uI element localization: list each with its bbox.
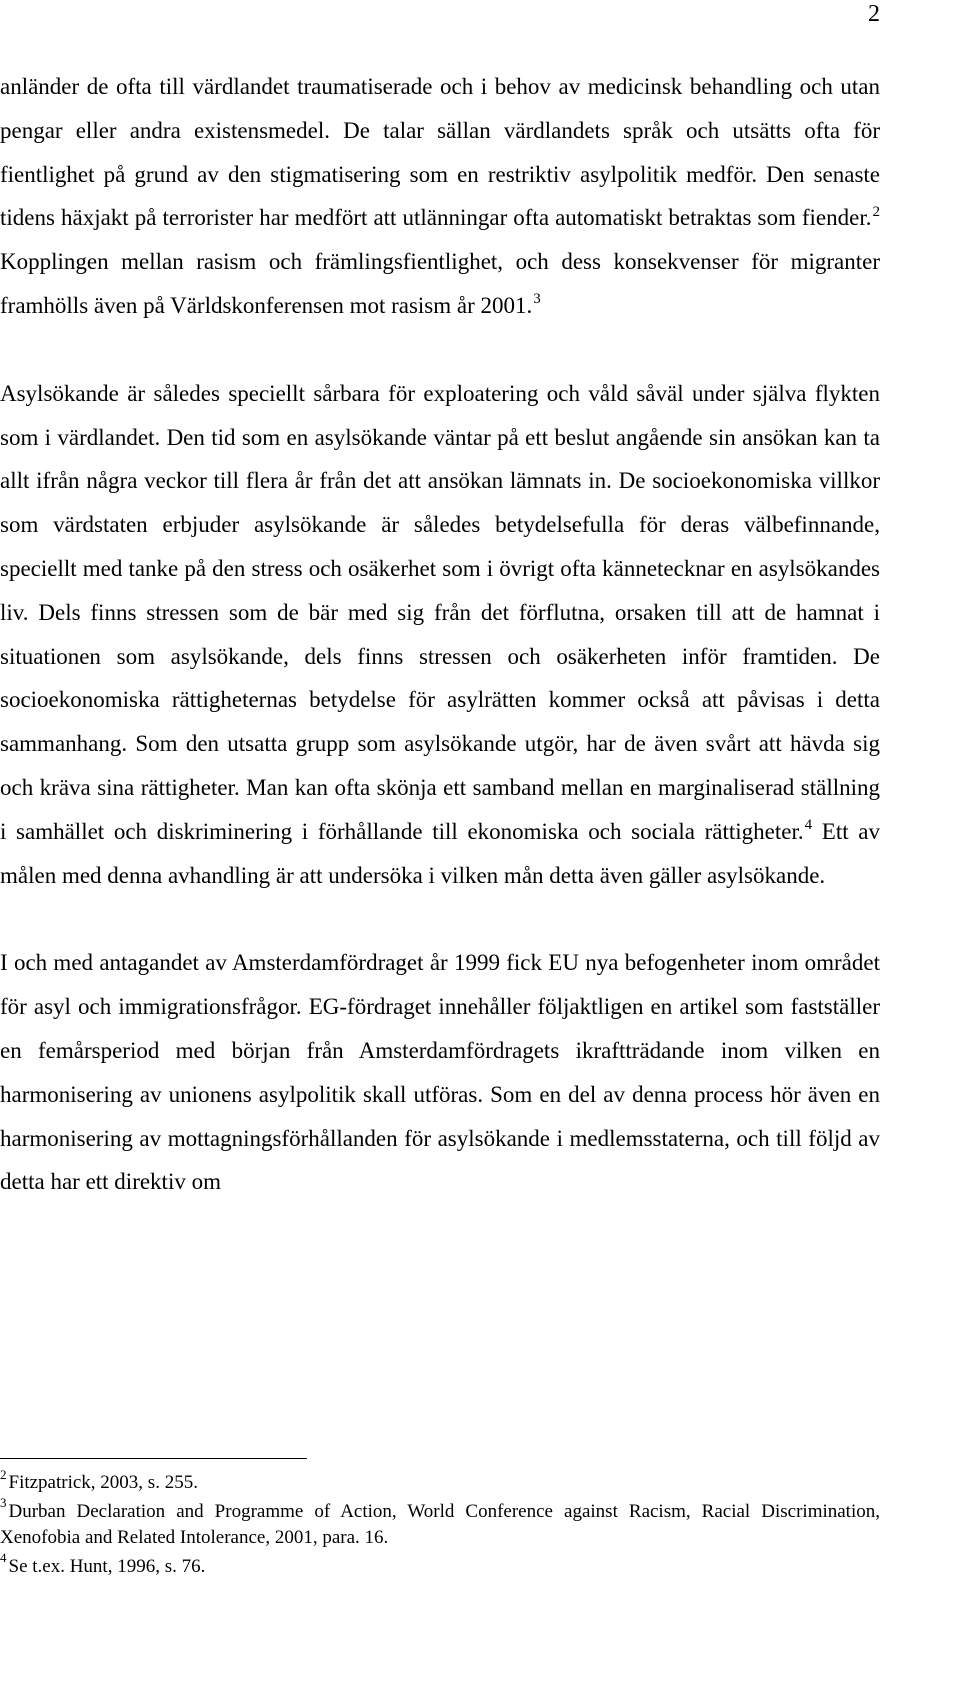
paragraph-text: Ett av målen med denna avhandling är att undersöka i vilken mån detta även gäller asylsökande. [0, 818, 880, 888]
body-text [0, 65, 880, 1204]
footnote [0, 1495, 880, 1552]
footnote [0, 1466, 880, 1497]
footnote [0, 1550, 880, 1581]
body-paragraph [0, 65, 880, 328]
footnote-number: 4 [0, 1550, 7, 1566]
footnote-reference[interactable]: 2 [872, 203, 880, 220]
footnote-reference[interactable]: 4 [804, 817, 813, 833]
footnote-text: Fitzpatrick, 2003, s. 255. [8, 1472, 198, 1493]
footnote-text: Durban Declaration and Programme of Action, World Conference against Racism, Racial Discrimination, Xenofobia and Related Intolerance, 2001, para. 16. [0, 1500, 880, 1548]
footnote-reference[interactable]: 3 [533, 291, 541, 308]
body-paragraph [0, 941, 880, 1204]
paragraph-text: Kopplingen mellan rasism och främlingsfientlighet, och dess konsekvenser för migranter framhölls även på Världskonferensen mot rasism år 2001. [0, 249, 880, 318]
footnotes [0, 1466, 880, 1580]
paragraph-text: anländer de ofta till värdlandet traumatiserade och i behov av medicinsk behandling och utan pengar eller andra existensmedel. De talar sällan värdlandets språk och utsätts ofta för fientlighet på grund av den stigmatisering som en restriktiv asylpolitik medför. Den senaste tidens häxjakt på terrorister har medfört att utlänningar ofta automatiskt betraktas som fiender. [0, 74, 880, 231]
footnote-separator [0, 1458, 307, 1459]
paragraph-text: I och med antagandet av Amsterdamfördraget år 1999 fick EU nya befogenheter inom området för asyl och immigrationsfrågor. EG-fördraget innehåller följaktligen en artikel som fastställer en femårsperiod med början från Amsterdamfördragets ikraftträdande inom vilken en harmonisering av unionens asylpolitik skall utföras. Som en del av denna process hör även en harmonisering av mottagningsförhållanden för asylsökande i medlemsstaterna, och till följd av detta har ett direktiv om [0, 950, 880, 1195]
footnote-number: 3 [0, 1495, 7, 1511]
paragraph-text: Asylsökande är således speciellt sårbara för exploatering och våld såväl under själva flykten som i värdlandet. Den tid som en asylsökande väntar på ett beslut angående sin ansökan kan ta allt ifrån några veckor till flera år från det att ansökan lämnats in. De socioekonomiska villkor som värdstaten erbjuder asylsökande är således betydelsefulla för deras välbefinnande, speciellt med tanke på den stress och osäkerhet som i övrigt ofta kännetecknar en asylsökandes liv. Dels finns stressen som de bär med sig från det förflutna, orsaken till att de hamnat i situationen som asylsökande, dels finns stressen och osäkerheten inför framtiden. De socioekonomiska rättigheternas betydelse för asylrätten kommer också att påvisas i detta sammanhang. Som den utsatta grupp som asylsökande utgör, har de även svårt att hävda sig och kräva sina rättigheter. Man kan ofta skönja ett samband mellan en marginaliserad ställning i samhället och diskriminering i förhållande till ekonomiska och sociala rättigheter. [0, 380, 880, 844]
footnote-number: 2 [0, 1466, 7, 1482]
page-number: 2 [868, 1, 880, 27]
body-paragraph [0, 372, 880, 898]
footnote-text: Se t.ex. Hunt, 1996, s. 76. [8, 1555, 206, 1577]
